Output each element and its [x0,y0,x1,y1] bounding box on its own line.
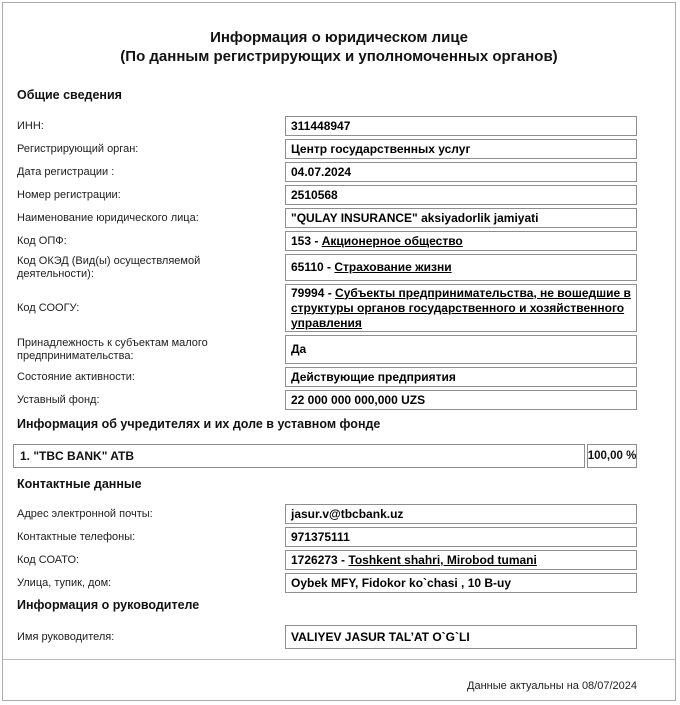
field-row-inn [13,116,637,136]
field-row-director-name [13,625,637,649]
field-label-opf-code: Код ОПФ: [17,234,67,247]
field-label-legal-name: Наименование юридического лица: [17,211,199,224]
field-value-soogu-code [285,284,637,332]
field-value-reg-date: 04.07.2024 [285,162,637,182]
oked-code-link[interactable]: Страхование жизни [334,260,452,274]
field-label-soogu-code: Код СООГУ: [17,301,80,314]
field-value-small-business: Да [285,335,637,364]
field-label-reg-number: Номер регистрации: [17,188,121,201]
soato-code-prefix: 1726273 - [291,552,349,567]
field-value-director-name: VALIYEV JASUR TAL’AT O`G`LI [285,625,637,649]
field-label-director-name: Имя руководителя: [17,630,115,643]
field-label-reg-date: Дата регистрации : [17,165,115,178]
field-label-activity-status: Состояние активности: [17,370,135,383]
page-title-line1: Информация о юридическом лице [210,29,468,46]
field-value-reg-number: 2510568 [285,185,637,205]
soogu-code-prefix: 79994 - [291,285,336,300]
page-content [3,87,675,649]
page-title-line2: (По данным регистрирующих и уполномоченных органов) [120,48,558,65]
page-title [3,28,675,66]
section-heading-contacts: Контактные данные [17,477,142,491]
field-row-soato-code [13,550,637,570]
founder-row [13,444,637,468]
section-heading-director: Информация о руководителе [17,598,200,612]
field-value-legal-name: "QULAY INSURANCE" aksiyadorlik jamiyati [285,208,637,228]
section-heading-founders: Информация об учредителях и их доле в уставном фонде [17,417,381,431]
field-row-street [13,573,637,593]
field-value-inn: 311448947 [285,116,637,136]
founder-share: 100,00 % [587,444,637,468]
field-label-small-business: Принадлежность к субъектам малого предпринимательства: [17,336,208,362]
field-value-opf-code [285,231,637,251]
field-label-inn: ИНН: [17,119,44,132]
field-row-activity-status [13,367,637,387]
field-value-soato-code [285,550,637,570]
soato-code-link[interactable]: Toshkent shahri, Mirobod tumani [348,552,537,567]
field-row-reg-date [13,162,637,182]
field-value-email: jasur.v@tbcbank.uz [285,504,637,524]
field-label-email: Адрес электронной почты: [17,507,153,520]
opf-code-prefix: 153 - [291,233,322,248]
field-value-activity-status: Действующие предприятия [285,367,637,387]
field-row-legal-name [13,208,637,228]
field-row-charter-fund [13,390,637,410]
soogu-code-link[interactable]: Субъекты предпринимательства, не вошедшие в структуры органов государственного и хозяйственного управления [291,285,631,330]
field-label-soato-code: Код СОАТО: [17,553,80,566]
oked-code-prefix: 65110 - [291,260,335,274]
footer-divider [3,659,675,660]
footer-note: Данные актуальны на 08/07/2024 [467,680,637,692]
field-value-street: Oybek MFY, Fidokor ko`chasi , 10 B-uy [285,573,637,593]
field-label-street: Улица, тупик, дом: [17,576,112,589]
field-row-reg-number [13,185,637,205]
field-row-oked-code [13,254,637,281]
field-row-phone [13,527,637,547]
field-value-charter-fund: 22 000 000 000,000 UZS [285,390,637,410]
field-row-opf-code [13,231,637,251]
report-page [2,2,676,701]
field-value-phone: 971375111 [285,527,637,547]
section-heading-general: Общие сведения [17,88,122,102]
field-row-small-business [13,335,637,364]
founder-name: 1. "TBC BANK" ATB [13,444,585,468]
field-label-phone: Контактные телефоны: [17,530,136,543]
field-value-reg-authority: Центр государственных услуг [285,139,637,159]
opf-code-link[interactable]: Акционерное общество [321,233,463,248]
field-label-charter-fund: Уставный фонд: [17,393,100,406]
field-row-soogu-code [13,284,637,332]
field-row-reg-authority [13,139,637,159]
field-value-oked-code [285,254,637,281]
field-row-email [13,504,637,524]
field-label-reg-authority: Регистрирующий орган: [17,142,139,155]
field-label-oked-code: Код ОКЭД (Вид(ы) осуществляемой деятельности): [17,254,201,280]
